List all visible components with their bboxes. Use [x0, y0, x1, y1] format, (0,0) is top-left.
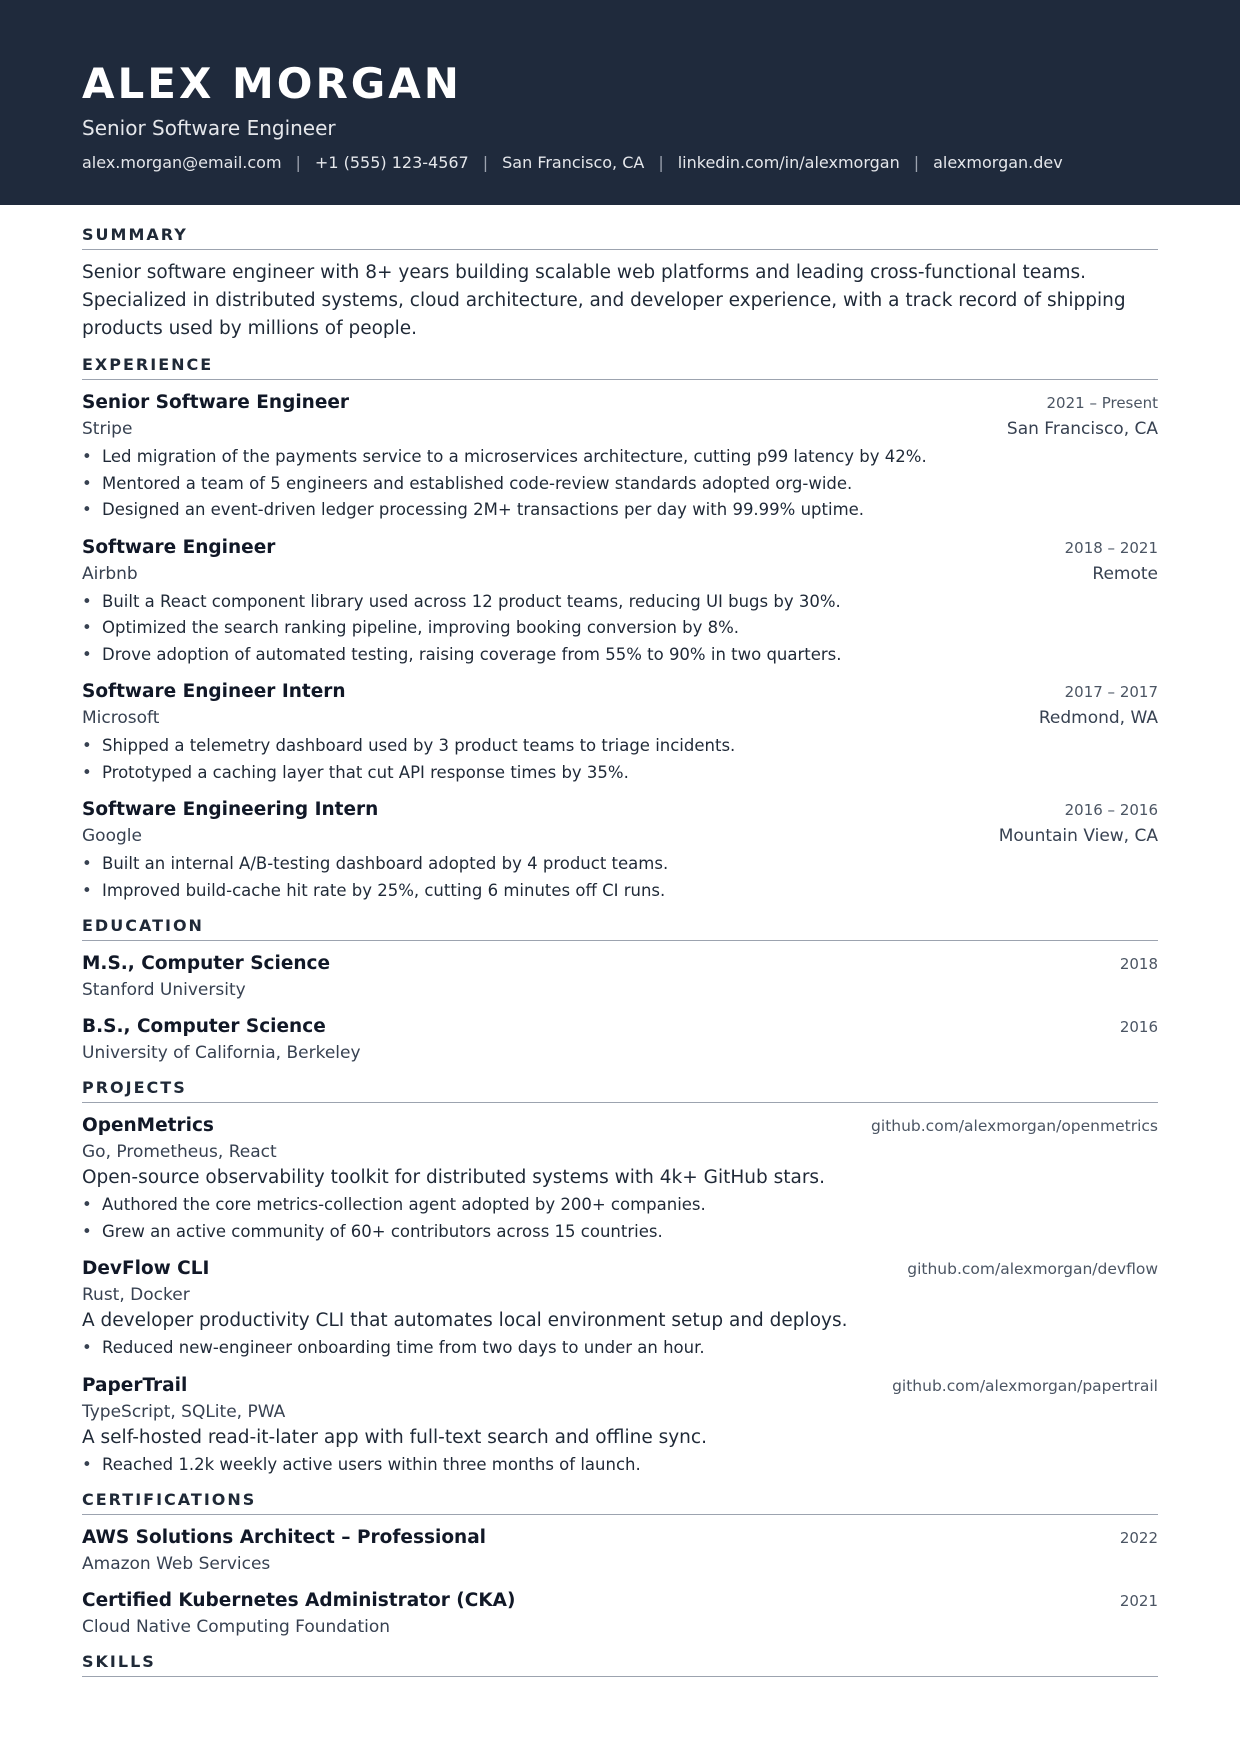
experience-entry	[82, 796, 1158, 904]
certification-name: Certified Kubernetes Administrator (CKA)	[82, 1590, 516, 1611]
job-dates: 2017 – 2017	[1064, 683, 1158, 701]
contact-linkedin[interactable]: linkedin.com/in/alexmorgan	[677, 153, 900, 172]
project-stack: Rust, Docker	[82, 1285, 190, 1305]
project-link[interactable]: github.com/alexmorgan/openmetrics	[871, 1117, 1158, 1135]
resume-body	[0, 205, 1240, 1677]
certification-year: 2022	[1119, 1529, 1158, 1547]
project-name: PaperTrail	[82, 1374, 188, 1396]
section-heading: SKILLS	[82, 1652, 1158, 1677]
job-dates: 2021 – Present	[1046, 394, 1158, 412]
project-bullets	[82, 1335, 1158, 1362]
job-location: Remote	[1092, 563, 1158, 584]
project-stack: TypeScript, SQLite, PWA	[82, 1401, 286, 1422]
contact-line	[82, 152, 1158, 174]
job-dates: 2016 – 2016	[1064, 801, 1158, 819]
section-heading: SUMMARY	[82, 225, 1158, 250]
job-bullets	[82, 851, 1158, 904]
project-bullets	[82, 1192, 1158, 1245]
job-dates: 2018 – 2021	[1064, 538, 1158, 557]
experience-section	[82, 355, 1158, 904]
summary-text: Senior software engineer with 8+ years building scalable web platforms and leading cross-functional teams. Specialized in distributed systems, cloud architecture, and developer experience, with a track record of shipping products used by millions of people.	[82, 262, 1126, 339]
contact-separator: |	[482, 153, 489, 172]
bullet-item: • Authored the core metrics-collection agent adopted by 200+ companies.	[82, 1192, 1158, 1219]
bullet-item: • Reduced new-engineer onboarding time from two days to under an hour.	[82, 1335, 1158, 1362]
job-bullets	[82, 589, 1158, 669]
bullet-item: • Designed an event-driven ledger processing 2M+ transactions per day with 99.99% uptime.	[82, 497, 1158, 524]
job-company: Microsoft	[82, 708, 160, 728]
project-description: A developer productivity CLI that automates local environment setup and deploys.	[82, 1310, 848, 1331]
job-company: Airbnb	[82, 563, 138, 584]
bullet-item: • Built a React component library used across 12 product teams, reducing UI bugs by 30%.	[82, 589, 1158, 616]
resume-header	[0, 0, 1240, 205]
skills-section	[82, 1652, 1158, 1677]
job-company: Google	[82, 826, 142, 846]
job-company: Stripe	[82, 419, 133, 439]
certification-entry	[82, 1587, 1158, 1640]
contact-separator: |	[913, 153, 920, 172]
project-name: OpenMetrics	[82, 1115, 214, 1136]
graduation-year: 2018	[1119, 955, 1158, 973]
project-name: DevFlow CLI	[82, 1258, 210, 1279]
job-title: Software Engineering Intern	[82, 799, 379, 820]
job-bullets	[82, 733, 1158, 786]
summary-section	[82, 225, 1158, 343]
section-heading: CERTIFICATIONS	[82, 1490, 1158, 1515]
contact-separator: |	[295, 153, 301, 172]
project-description: A self-hosted read-it-later app with full-text search and offline sync.	[82, 1426, 707, 1448]
experience-entry	[82, 678, 1158, 786]
experience-entry	[82, 534, 1158, 669]
degree-name: B.S., Computer Science	[82, 1016, 326, 1037]
candidate-title: Senior Software Engineer	[82, 116, 336, 140]
job-title: Software Engineer	[82, 536, 276, 558]
education-section	[82, 916, 1158, 1066]
bullet-item: • Mentored a team of 5 engineers and established code-review standards adopted org-wide.	[82, 471, 1158, 498]
job-bullets	[82, 444, 1158, 524]
job-title: Software Engineer Intern	[82, 681, 346, 702]
job-location: San Francisco, CA	[1006, 419, 1158, 439]
bullet-item: • Optimized the search ranking pipeline, improving booking conversion by 8%.	[82, 615, 1158, 642]
bullet-item: • Reached 1.2k weekly active users within three months of launch.	[82, 1452, 1158, 1479]
education-entry	[82, 950, 1158, 1003]
bullet-item: • Shipped a telemetry dashboard used by 3 product teams to triage incidents.	[82, 733, 1158, 760]
school-name: Stanford University	[82, 980, 246, 1000]
candidate-name: ALEX MORGAN	[82, 59, 462, 108]
project-entry	[82, 1372, 1158, 1479]
certification-issuer: Cloud Native Computing Foundation	[82, 1617, 391, 1637]
contact-email[interactable]: alex.morgan@email.com	[82, 153, 282, 172]
bullet-item: • Grew an active community of 60+ contributors across 15 countries.	[82, 1219, 1158, 1246]
contact-phone[interactable]: +1 (555) 123-4567	[314, 153, 469, 172]
experience-entry	[82, 389, 1158, 524]
school-name: University of California, Berkeley	[82, 1043, 361, 1063]
contact-website[interactable]: alexmorgan.dev	[933, 153, 1063, 172]
project-entry	[82, 1112, 1158, 1245]
project-bullets	[82, 1452, 1158, 1479]
job-location: Redmond, WA	[1038, 708, 1158, 728]
projects-section	[82, 1078, 1158, 1478]
bullet-item: • Prototyped a caching layer that cut API response times by 35%.	[82, 760, 1158, 787]
contact-location: San Francisco, CA	[502, 153, 645, 172]
job-location: Mountain View, CA	[998, 826, 1158, 846]
project-description: Open-source observability toolkit for distributed systems with 4k+ GitHub stars.	[82, 1167, 825, 1188]
certification-year: 2021	[1119, 1592, 1158, 1610]
certification-issuer: Amazon Web Services	[82, 1554, 271, 1574]
project-link[interactable]: github.com/alexmorgan/devflow	[907, 1260, 1158, 1278]
project-link[interactable]: github.com/alexmorgan/papertrail	[892, 1376, 1158, 1395]
bullet-item: • Led migration of the payments service to a microservices architecture, cutting p99 latency by 42%.	[82, 444, 1158, 471]
project-stack: Go, Prometheus, React	[82, 1142, 277, 1162]
section-heading: EXPERIENCE	[82, 355, 1158, 380]
contact-separator: |	[658, 153, 664, 172]
education-entry	[82, 1013, 1158, 1066]
job-title: Senior Software Engineer	[82, 392, 350, 413]
certification-name: AWS Solutions Architect – Professional	[82, 1527, 487, 1548]
project-entry	[82, 1255, 1158, 1362]
certifications-section	[82, 1490, 1158, 1640]
section-heading: PROJECTS	[82, 1078, 1158, 1103]
section-heading: EDUCATION	[82, 916, 1158, 941]
certification-entry	[82, 1524, 1158, 1577]
bullet-item: • Improved build-cache hit rate by 25%, cutting 6 minutes off CI runs.	[82, 878, 1158, 905]
bullet-item: • Drove adoption of automated testing, raising coverage from 55% to 90% in two quarters.	[82, 642, 1158, 669]
degree-name: M.S., Computer Science	[82, 953, 331, 974]
graduation-year: 2016	[1119, 1018, 1158, 1036]
bullet-item: • Built an internal A/B-testing dashboard adopted by 4 product teams.	[82, 851, 1158, 878]
